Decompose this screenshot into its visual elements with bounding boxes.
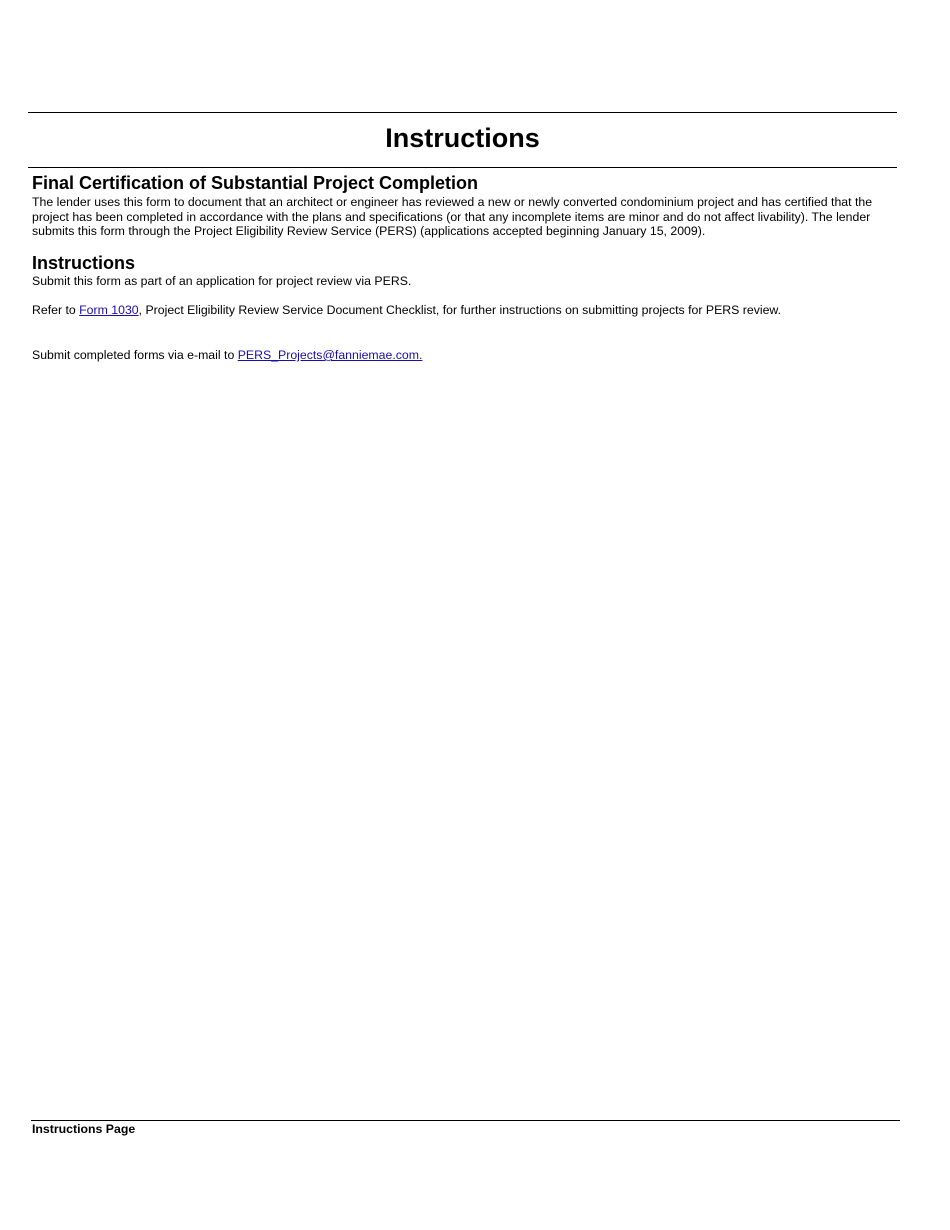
submit-instruction: Submit this form as part of an application for project review via PERS. (32, 274, 412, 288)
page-title: Instructions (385, 123, 540, 153)
form-1030-link[interactable]: Form 1030 (79, 303, 139, 317)
refer-instruction (32, 303, 898, 318)
refer-prefix: Refer to (32, 303, 80, 317)
instructions-heading: Instructions (32, 253, 136, 273)
form-description: The lender uses this form to document that an architect or engineer has reviewed a new or newly converted condominium project and has certified that the project has been completed in accordance with the plans and specifications (or that any incomplete items are minor and do not affect livability). The lender submits this form through the Project Eligibility Review Service (PERS) (applications accepted beginning January 15, 2009). (32, 195, 873, 239)
title-divider (28, 167, 897, 168)
email-instruction (32, 348, 898, 363)
footer-page-label: Instructions Page (32, 1122, 136, 1136)
top-divider (28, 112, 897, 113)
refer-suffix: , Project Eligibility Review Service Document Checklist, for further instructions on submitting projects for PERS review. (138, 303, 782, 317)
pers-email-link[interactable]: PERS_Projects@fanniemae.com. (237, 348, 423, 362)
email-prefix: Submit completed forms via e-mail to (32, 348, 238, 362)
form-title-heading: Final Certification of Substantial Project Completion (32, 173, 479, 193)
footer-divider (31, 1120, 900, 1121)
